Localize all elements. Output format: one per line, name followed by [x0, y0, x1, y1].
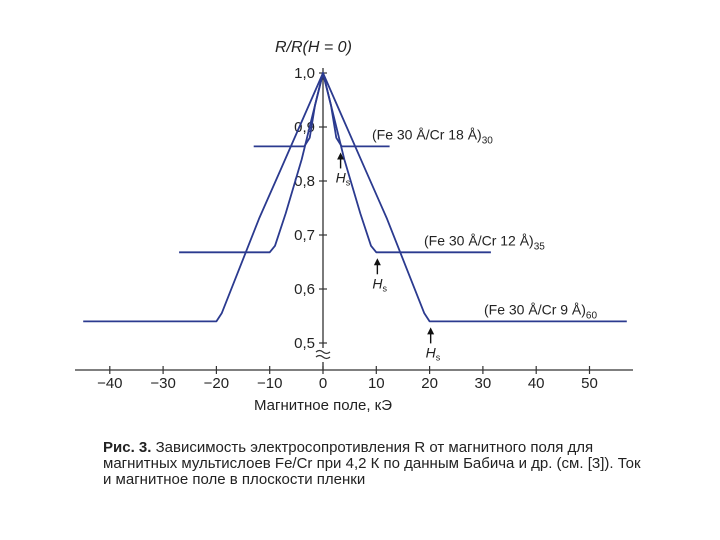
y-tick-label: 1,0: [294, 65, 315, 82]
series-fe30-cr18-line: [254, 73, 390, 146]
hs-label: $H_s$: [372, 275, 387, 294]
x-tick-label: 0: [318, 375, 328, 392]
axis-break-mark: [316, 351, 330, 354]
y-tick-label: 0,6: [294, 281, 315, 298]
x-tick-label: −30: [150, 375, 176, 392]
x-tick-label: −20: [203, 375, 230, 392]
axis-break-mark: [316, 356, 330, 359]
y-tick-label: 0,9: [294, 119, 315, 136]
hs-arrowhead: [427, 327, 434, 334]
x-tick-label: 40: [527, 375, 545, 392]
hs-label: $H_s$: [335, 169, 351, 188]
x-tick-label: 10: [367, 375, 385, 392]
series-fe30-cr12-label: (Fe 30 Å/Cr 12 $Å)_{35}$: [424, 232, 545, 253]
y-axis-label: R/R(H = 0): [275, 39, 352, 56]
caption-text: Зависимость электросопротивления R от магнитного поля для магнитных мультислоев Fe/Cr при 4,2 К по данным Бабича и др. (см. [3]). Ток и магнитное поле в плоскости пленки: [103, 439, 641, 488]
y-tick-label: 0,7: [294, 227, 315, 244]
y-tick-label: 0,8: [294, 173, 315, 190]
hs-arrowhead: [374, 258, 381, 265]
x-tick-label: −10: [256, 375, 283, 392]
figure-caption: [103, 440, 643, 488]
y-tick-label: 0,5: [294, 335, 315, 352]
series-fe30-cr18-label: (Fe 30 Å/Cr 18 $Å)_{30}$: [372, 126, 493, 147]
x-tick-label: 20: [421, 375, 438, 392]
series-fe30-cr9-label: (Fe 30 Å/Cr 9 $Å)_{60}$: [484, 301, 598, 322]
x-tick-label: 50: [581, 375, 598, 392]
hs-label: $H_s$: [425, 344, 441, 363]
caption-label: Рис. 3.: [103, 439, 152, 456]
x-tick-label: −40: [97, 375, 123, 392]
x-tick-label: 30: [474, 375, 492, 392]
x-axis-label: Магнитное поле, кЭ: [253, 397, 393, 414]
